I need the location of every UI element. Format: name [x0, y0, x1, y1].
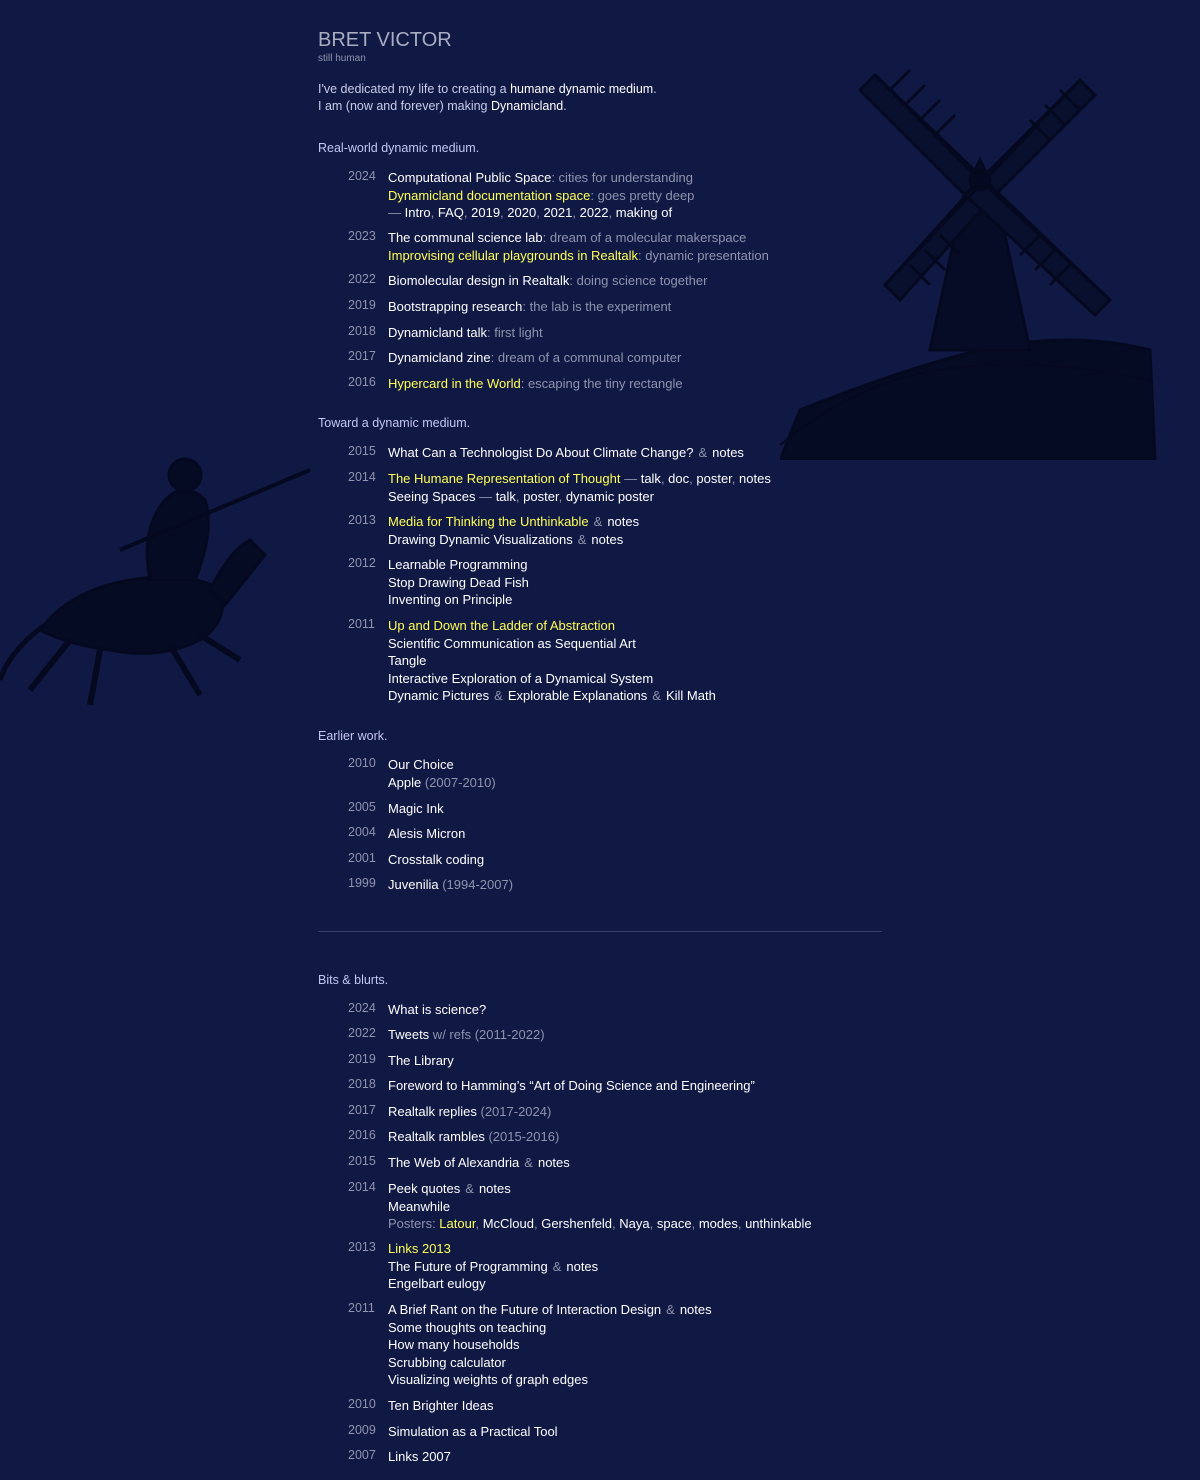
entry-note: (2017-2024): [476, 1104, 552, 1119]
entry-link[interactable]: Dynamicland zine: [388, 350, 491, 365]
entry-lines: [388, 349, 908, 367]
entry-year: 2001: [348, 851, 376, 865]
entry-lines: [388, 1128, 908, 1146]
entry-note: ,: [612, 1216, 620, 1232]
entry-line: [388, 1154, 908, 1172]
entry-link[interactable]: Alesis Micron: [388, 826, 466, 841]
entry-line: [388, 1275, 908, 1293]
entry-year: 2013: [348, 1240, 376, 1254]
entry-line: [388, 349, 908, 367]
entry-link[interactable]: space: [656, 1216, 692, 1232]
entry-note: ,: [475, 1216, 483, 1232]
entry-link[interactable]: 2020: [507, 205, 537, 221]
entry-link[interactable]: The Future of Programming: [388, 1258, 548, 1274]
entry-link[interactable]: Meanwhile: [388, 1198, 451, 1214]
knight-illustration: [0, 430, 320, 710]
entry-note: : the lab is the experiment: [522, 299, 672, 314]
entry-link[interactable]: Intro: [404, 205, 431, 221]
entry-year: 2010: [348, 1397, 376, 1411]
entry-year: 2015: [348, 1154, 376, 1168]
entry-link[interactable]: Naya: [619, 1216, 650, 1232]
entry-link[interactable]: Dynamicland talk: [388, 325, 487, 340]
entry-line: [388, 1397, 908, 1415]
entry-year: 2024: [348, 1001, 376, 1015]
entry-link[interactable]: Learnable Programming: [388, 557, 528, 572]
entry-note: (1994-2007): [438, 877, 514, 892]
entry-line: [388, 1128, 908, 1146]
entry-link[interactable]: 2021: [543, 205, 573, 221]
intro-text: I am (now and forever) making: [318, 99, 491, 113]
entry-line: [388, 687, 908, 705]
entry-link[interactable]: Realtalk replies: [388, 1104, 477, 1119]
entry-line: [388, 876, 908, 894]
entry-link[interactable]: Ten Brighter Ideas: [388, 1398, 494, 1413]
entry-note: : dream of a communal computer: [490, 350, 682, 365]
intro-text: I've dedicated my life to creating a: [318, 82, 511, 96]
entry-line: [388, 1052, 908, 1070]
entry-link[interactable]: Juvenilia: [388, 877, 439, 892]
entry-line: [388, 670, 908, 688]
entry-line: [388, 851, 908, 869]
entry-link[interactable]: Inventing on Principle: [388, 592, 513, 608]
entry-year: 2024: [348, 169, 376, 183]
entry-note: ,: [533, 1216, 542, 1232]
entry-note: (2015-2016): [484, 1129, 560, 1144]
entry-line: [388, 1240, 908, 1258]
entry-line: [388, 204, 908, 222]
entry-lines: [388, 1026, 908, 1044]
entry-line: [388, 1180, 908, 1198]
entry-year: 2013: [348, 513, 376, 527]
entry-line: [388, 1448, 908, 1466]
entry-year: 2019: [348, 298, 376, 312]
entry-lines: [388, 1077, 908, 1095]
entry-year: 2015: [348, 444, 376, 458]
entry-lines: [388, 556, 908, 609]
entry-link[interactable]: The Library: [388, 1053, 454, 1068]
entry-year: 2022: [348, 1026, 376, 1040]
entry-link[interactable]: Tangle: [388, 653, 427, 669]
entry-line: [388, 1103, 908, 1121]
entry-note: : cities for understanding: [551, 170, 693, 185]
entry-lines: [388, 1154, 908, 1172]
entry-note: : dynamic presentation: [638, 247, 769, 263]
entry-link[interactable]: unthinkable: [745, 1216, 812, 1232]
entry-note: ,: [660, 471, 669, 486]
entry-link[interactable]: notes: [712, 445, 744, 460]
ampersand: &: [494, 688, 503, 704]
entry-note: —: [620, 471, 641, 486]
entry-link[interactable]: Drawing Dynamic Visualizations: [388, 531, 573, 547]
entry-line: [388, 800, 908, 818]
entry-link[interactable]: notes: [591, 531, 624, 547]
entry-line: [388, 247, 908, 265]
entry-line: [388, 574, 908, 592]
entry-link[interactable]: poster: [523, 488, 559, 504]
entry-note: —: [388, 205, 405, 221]
entry-link[interactable]: notes: [566, 1258, 599, 1274]
ampersand: &: [465, 1181, 474, 1196]
entry-line: [388, 1215, 908, 1233]
entry-line: [388, 1001, 908, 1019]
entry-link[interactable]: A Brief Rant on the Future of Interaction Design: [388, 1302, 662, 1317]
entry-link[interactable]: Tweets: [388, 1027, 430, 1042]
entry-link[interactable]: Dynamicland documentation space: [388, 187, 591, 203]
entry-link[interactable]: Realtalk rambles: [388, 1129, 485, 1144]
entry-year: 2016: [348, 1128, 376, 1142]
entry-link[interactable]: Media for Thinking the Unthinkable: [388, 514, 589, 529]
entry-link[interactable]: Stop Drawing Dead Fish: [388, 574, 529, 590]
entry-lines: [388, 298, 908, 316]
entry-note: w/ refs (2011-2022): [429, 1027, 545, 1042]
entry-year: 2011: [348, 617, 375, 631]
entry-line: [388, 635, 908, 653]
entry-lines: [388, 1001, 908, 1019]
entry-line: [388, 1258, 908, 1276]
entry-note: ,: [558, 488, 566, 504]
entry-note: ,: [572, 205, 580, 221]
entry-note: ,: [649, 1216, 657, 1232]
entry-note: ,: [731, 471, 740, 486]
intro-punct: .: [563, 99, 567, 113]
entry-line: [388, 1026, 908, 1044]
entry-line: [388, 488, 908, 506]
entry-link[interactable]: Magic Ink: [388, 801, 444, 816]
entry-lines: [388, 470, 908, 505]
intro-punct: .: [653, 82, 657, 96]
entry-link[interactable]: Hypercard in the World: [388, 376, 521, 391]
entry-note: Posters:: [388, 1216, 440, 1232]
entry-link[interactable]: Apple: [388, 774, 422, 790]
entry-lines: [388, 444, 908, 462]
entry-link[interactable]: notes: [537, 1155, 570, 1170]
entry-year: 2011: [348, 1301, 375, 1315]
entry-line: [388, 591, 908, 609]
entry-year: 2004: [348, 825, 376, 839]
entry-link[interactable]: Simulation as a Practical Tool: [388, 1424, 558, 1439]
entry-link[interactable]: Dynamic Pictures: [388, 688, 490, 704]
entry-link[interactable]: Scrubbing calculator: [388, 1354, 506, 1370]
ampersand: &: [552, 1258, 562, 1274]
ampersand: &: [593, 514, 603, 529]
entry-lines: [388, 800, 908, 818]
entry-note: ,: [691, 1216, 699, 1232]
entry-year: 2009: [348, 1423, 376, 1437]
entry-link[interactable]: Bootstrapping research: [388, 299, 523, 314]
entry-link[interactable]: talk: [640, 471, 661, 486]
entry-year: 2018: [348, 324, 376, 338]
ampersand: &: [698, 445, 708, 460]
entry-note: —: [475, 488, 496, 504]
entry-note: : doing science together: [569, 273, 708, 288]
page-title: BRET VICTOR: [318, 29, 452, 51]
entry-lines: [388, 169, 908, 222]
entry-link[interactable]: Foreword to Hamming’s “Art of Doing Science and Engineering”: [388, 1078, 755, 1093]
entry-note: ,: [608, 205, 616, 221]
entry-lines: [388, 876, 908, 894]
entry-note: ,: [737, 1216, 746, 1232]
entry-note: (2007-2010): [421, 774, 496, 790]
entry-link[interactable]: notes: [607, 514, 640, 529]
entry-lines: [388, 324, 908, 342]
humane-dynamic-medium-link[interactable]: humane dynamic medium: [510, 82, 654, 96]
entry-line: [388, 1077, 908, 1095]
entry-link[interactable]: Computational Public Space: [388, 170, 552, 185]
entry-lines: [388, 851, 908, 869]
entry-line: [388, 375, 908, 393]
entry-lines: [388, 825, 908, 843]
ampersand: &: [524, 1155, 533, 1170]
entry-lines: [388, 375, 908, 393]
entry-note: ,: [536, 205, 544, 221]
entry-note: : escaping the tiny rectangle: [520, 376, 683, 391]
entry-lines: [388, 272, 908, 290]
entry-line: [388, 652, 908, 670]
entry-link[interactable]: Crosstalk coding: [388, 852, 485, 867]
entry-lines: [388, 1423, 908, 1441]
entry-line: [388, 756, 908, 774]
entry-year: 2014: [348, 1180, 376, 1194]
intro: [318, 81, 657, 115]
entry-lines: [388, 756, 908, 791]
entry-line: [388, 444, 908, 462]
entry-lines: [388, 1103, 908, 1121]
entry-lines: [388, 1448, 908, 1466]
entry-line: [388, 531, 908, 549]
entry-year: 2007: [348, 1448, 376, 1462]
entry-note: ,: [463, 205, 472, 221]
entry-note: ,: [689, 471, 697, 486]
entry-link[interactable]: Seeing Spaces: [388, 488, 476, 504]
entry-link[interactable]: Peek quotes: [388, 1181, 461, 1196]
intro-line-2: [318, 98, 657, 115]
entry-link[interactable]: Links 2013: [388, 1241, 451, 1256]
entry-line: [388, 1371, 908, 1389]
entry-link[interactable]: notes: [739, 471, 771, 486]
divider: [318, 931, 882, 932]
entry-line: [388, 825, 908, 843]
entry-line: [388, 1198, 908, 1216]
entry-note: ,: [500, 205, 508, 221]
entry-line: [388, 187, 908, 205]
entry-year: 2012: [348, 556, 376, 570]
entry-line: [388, 470, 908, 488]
dynamicland-link[interactable]: Dynamicland: [491, 99, 564, 113]
entry-year: 2018: [348, 1077, 376, 1091]
entry-link[interactable]: Explorable Explanations: [507, 688, 648, 704]
entry-link[interactable]: Visualizing weights of graph edges: [388, 1372, 588, 1388]
entry-link[interactable]: Scientific Communication as Sequential Art: [388, 635, 636, 651]
entry-line: [388, 272, 908, 290]
ampersand: &: [577, 531, 587, 547]
entry-lines: [388, 1301, 908, 1389]
entry-link[interactable]: dynamic poster: [565, 488, 654, 504]
entry-year: 2017: [348, 349, 376, 363]
entry-link[interactable]: making of: [615, 205, 673, 221]
entry-note: ,: [430, 205, 438, 221]
entry-lines: [388, 1180, 908, 1233]
entry-line: [388, 1319, 908, 1337]
entry-link[interactable]: Improvising cellular playgrounds in Realtalk: [388, 247, 639, 263]
entry-line: [388, 1423, 908, 1441]
intro-line-1: [318, 81, 657, 98]
entry-year: 2010: [348, 756, 376, 770]
entry-link[interactable]: 2022: [579, 205, 609, 221]
entry-line: [388, 324, 908, 342]
entry-lines: [388, 617, 908, 705]
entry-link[interactable]: What is science?: [388, 1002, 487, 1017]
entry-line: [388, 1354, 908, 1372]
entry-link[interactable]: Engelbart eulogy: [388, 1276, 486, 1292]
entry-lines: [388, 513, 908, 548]
entry-link[interactable]: Latour: [439, 1216, 476, 1232]
entry-line: [388, 513, 908, 531]
entry-link[interactable]: modes: [698, 1216, 738, 1232]
section-title-toward: Toward a dynamic medium.: [318, 416, 471, 430]
entry-link[interactable]: Interactive Exploration of a Dynamical System: [388, 670, 654, 686]
entry-lines: [388, 1240, 908, 1293]
section-title-realworld: Real-world dynamic medium.: [318, 141, 480, 155]
entry-link[interactable]: Links 2007: [388, 1449, 451, 1464]
ampersand: &: [652, 688, 661, 704]
entry-link[interactable]: doc: [668, 471, 690, 486]
entry-line: [388, 229, 908, 247]
entry-year: 2019: [348, 1052, 376, 1066]
entry-year: 2017: [348, 1103, 376, 1117]
entry-link[interactable]: Our Choice: [388, 757, 454, 772]
entry-link[interactable]: Kill Math: [665, 688, 716, 704]
section-title-earlier: Earlier work.: [318, 729, 388, 743]
entry-line: [388, 169, 908, 187]
entry-link[interactable]: McCloud: [482, 1216, 534, 1232]
entry-link[interactable]: Up and Down the Ladder of Abstraction: [388, 618, 615, 633]
entry-line: [388, 1301, 908, 1319]
entry-year: 2014: [348, 470, 376, 484]
entry-link[interactable]: Gershenfeld: [541, 1216, 613, 1232]
entry-line: [388, 1336, 908, 1354]
ampersand: &: [666, 1302, 675, 1317]
entry-year: 1999: [348, 876, 376, 890]
entry-note: : goes pretty deep: [590, 187, 695, 203]
entry-link[interactable]: poster: [696, 471, 732, 486]
entry-link[interactable]: Some thoughts on teaching: [388, 1319, 547, 1335]
entry-link[interactable]: How many households: [388, 1337, 520, 1353]
tagline: still human: [318, 53, 366, 64]
entry-line: [388, 556, 908, 574]
entry-line: [388, 774, 908, 792]
entry-lines: [388, 1397, 908, 1415]
entry-link[interactable]: The communal science lab: [388, 230, 543, 245]
entry-lines: [388, 1052, 908, 1070]
entry-note: ,: [515, 488, 524, 504]
entry-link[interactable]: Biomolecular design in Realtalk: [388, 273, 570, 288]
entry-year: 2005: [348, 800, 376, 814]
entry-link[interactable]: The Web of Alexandria: [388, 1155, 520, 1170]
entry-note: : dream of a molecular makerspace: [542, 230, 747, 245]
entry-link[interactable]: notes: [478, 1181, 511, 1196]
entry-link[interactable]: FAQ: [437, 205, 464, 221]
entry-line: [388, 617, 908, 635]
entry-year: 2022: [348, 272, 376, 286]
entry-link[interactable]: talk: [495, 488, 516, 504]
section-title-bits: Bits & blurts.: [318, 973, 389, 987]
entry-link[interactable]: The Humane Representation of Thought: [388, 471, 621, 486]
entry-lines: [388, 229, 908, 264]
entry-line: [388, 298, 908, 316]
entry-link[interactable]: What Can a Technologist Do About Climate Change?: [388, 445, 694, 460]
entry-note: : first light: [487, 325, 543, 340]
entry-year: 2016: [348, 375, 376, 389]
entry-year: 2023: [348, 229, 376, 243]
entry-link[interactable]: 2019: [471, 205, 501, 221]
entry-link[interactable]: notes: [679, 1302, 712, 1317]
